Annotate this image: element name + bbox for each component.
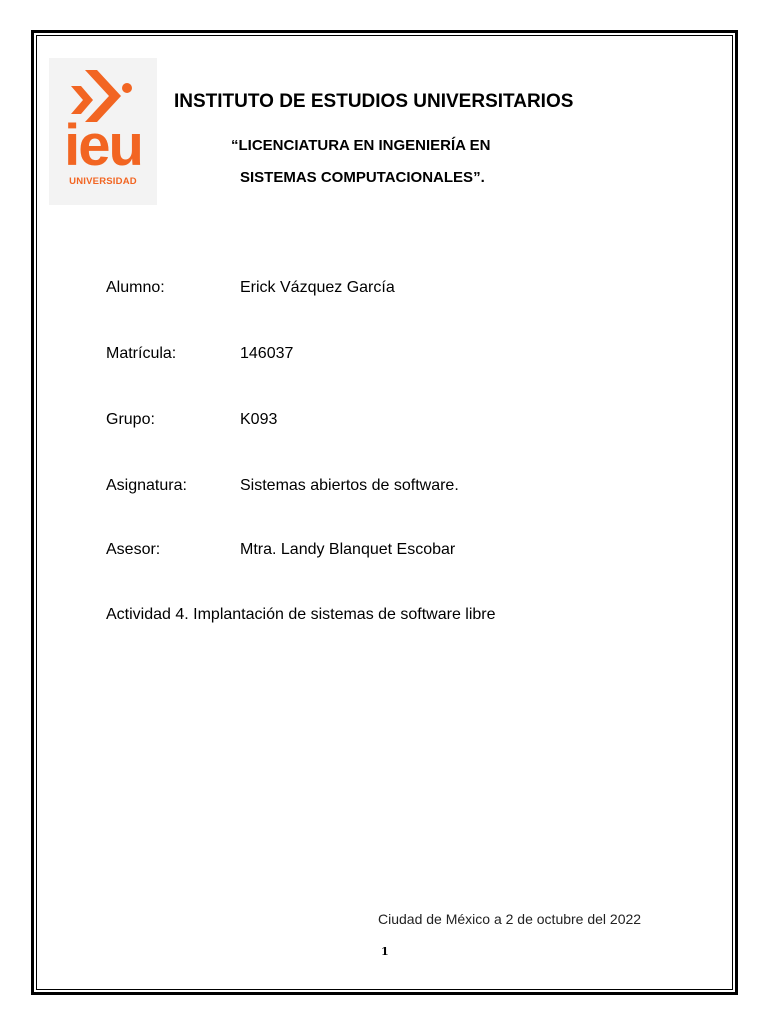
subject-value: Sistemas abiertos de software. xyxy=(240,477,459,494)
advisor-value: Mtra. Landy Blanquet Escobar xyxy=(240,541,456,558)
matricula-value: 146037 xyxy=(240,345,294,362)
program-title-line2: SISTEMAS COMPUTACIONALES”. xyxy=(240,169,485,186)
program-title-line1: “LICENCIATURA EN INGENIERÍA EN xyxy=(231,137,491,154)
advisor-label: Asesor: xyxy=(106,541,161,558)
activity-title: Actividad 4. Implantación de sistemas de software libre xyxy=(106,606,496,623)
student-value: Erick Vázquez García xyxy=(240,279,395,296)
ieu-logo xyxy=(49,58,157,205)
program-title xyxy=(231,130,571,194)
logo-wordmark: ieu xyxy=(64,113,142,178)
institution-title: INSTITUTO DE ESTUDIOS UNIVERSITARIOS xyxy=(174,91,574,112)
matricula-label: Matrícula: xyxy=(106,345,177,362)
subject-label: Asignatura: xyxy=(106,477,187,494)
student-label: Alumno: xyxy=(106,279,165,296)
group-value: K093 xyxy=(240,411,278,428)
place-date: Ciudad de México a 2 de octubre del 2022 xyxy=(378,911,642,927)
logo-tagline: UNIVERSIDAD xyxy=(69,176,137,187)
page-number: 1 xyxy=(381,945,389,958)
group-label: Grupo: xyxy=(106,411,155,428)
